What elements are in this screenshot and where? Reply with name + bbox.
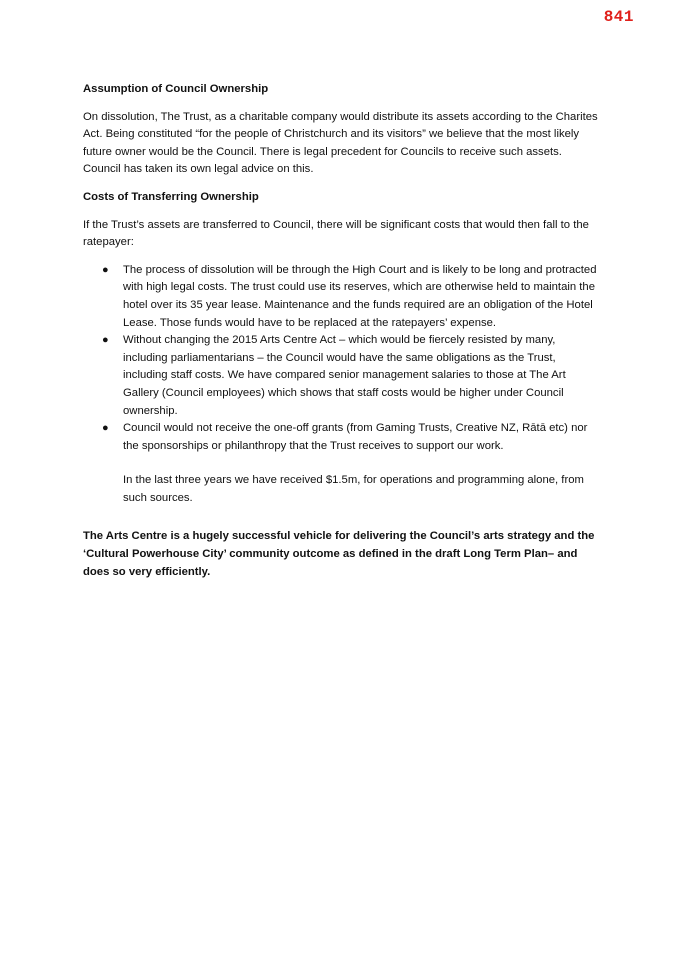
list-item-text: The process of dissolution will be through the High Court and is likely to be long and protracted with high legal costs. The trust could use its reserves, which are otherwise held to maintain the hotel over its 35 year lease. Maintenance and the funds required are an obligation of the Hotel Lease. Those funds would have to be replaced at the ratepayers’ expense.	[123, 263, 597, 329]
transfer-costs-intro: If the Trust’s assets are transferred to Council, there will be significant costs that would then fall to the ratepayer:	[83, 218, 589, 249]
document-body	[83, 81, 598, 591]
list-item	[83, 262, 598, 332]
page-number: 841	[603, 8, 634, 26]
list-item-text: Without changing the 2015 Arts Centre Act – which would be fiercely resisted by many, including parliamentarians – the Council would have the same obligations as the Trust, including staff costs. We have compared senior management salaries to those at The Art Gallery (Council employees) which shows that staff costs would be higher under Council ownership.	[123, 334, 566, 417]
list-item	[83, 420, 598, 507]
list-item	[83, 332, 598, 420]
section-heading-transfer-costs: Costs of Transferring Ownership	[83, 190, 259, 203]
section-heading-council-ownership: Assumption of Council Ownership	[83, 83, 269, 95]
bullet-icon: ●	[102, 263, 109, 276]
list-item-text: Council would not receive the one-off grants (from Gaming Trusts, Creative NZ, Rātā etc) nor the sponsorships or philanthropy that the Trust receives to support our work.	[123, 422, 588, 452]
list-item-sub-paragraph: In the last three years we have received $1.5m, for operations and programming alone, from such sources.	[123, 474, 584, 504]
bullet-icon: ●	[102, 422, 109, 435]
cost-bullet-list	[83, 262, 598, 508]
bullet-icon: ●	[102, 334, 109, 347]
council-ownership-paragraph: On dissolution, The Trust, as a charitable company would distribute its assets according to the Charites Act. Being constituted “for the people of Christchurch and its visitors” we believe that the most likely future owner would be the Council. There is legal precedent for Councils to receive such assets. Council has taken its own legal advice on this.	[83, 110, 598, 176]
closing-statement: The Arts Centre is a hugely successful vehicle for delivering the Council’s arts strategy and the ‘Cultural Powerhouse City’ community outcome as defined in the draft Long Term Plan– and does so very efficiently.	[83, 530, 595, 578]
